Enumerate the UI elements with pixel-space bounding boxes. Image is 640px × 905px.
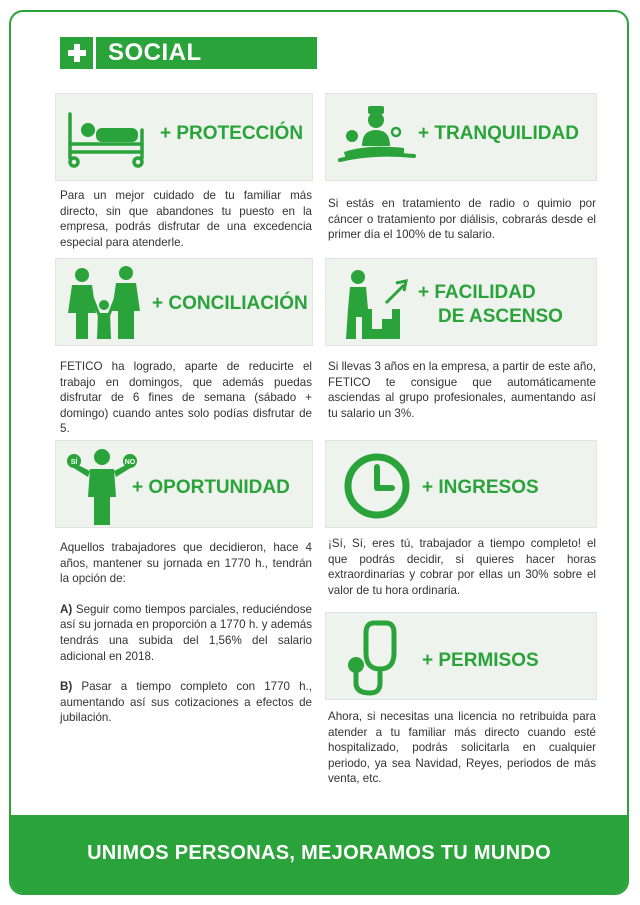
text-permisos: Ahora, si necesitas una licencia no retribuida para atender a tu familiar más directo cuando esté hospitalizado, podrás solicitarla en cualquier periodo, ya sea Navidad, Reyes, periodos de más venta, etc. (328, 710, 596, 786)
card-label: + PROTECCIÓN (160, 123, 304, 144)
card-proteccion (55, 93, 313, 181)
card-conciliacion (55, 258, 313, 346)
option-a-label: A) (60, 602, 73, 616)
badge-yes: SÍ (70, 459, 78, 466)
text-oportunidad (60, 540, 312, 726)
option-a-text: Seguir como tiempos parciales, reduciéndose así su jornada en proporción a 1770 h. y además tendrás una subida del 1,56% del salario adicional en 2018. (60, 602, 313, 663)
card-label: + PERMISOS (422, 650, 539, 671)
option-b-label: B) (60, 680, 73, 694)
card-label: + CONCILIACIÓN (152, 293, 308, 314)
card-label-line1: + FACILIDAD (418, 282, 536, 303)
card-label: + OPORTUNIDAD (132, 477, 290, 498)
card-permisos (325, 612, 597, 700)
text-ingresos: ¡Sí, Sí, eres tú, trabajador a tiempo completo! el que podrás decidir, si quieres hacer horas extraordinarias y cobrar por ellas un 30% sobre el valor de tu hora ordinaria. (328, 537, 596, 597)
family-icon (64, 263, 144, 343)
footer-slogan: UNIMOS PERSONAS, MEJORAMOS TU MUNDO (87, 842, 551, 864)
card-label: + INGRESOS (422, 477, 539, 498)
oportunidad-option-a (60, 602, 312, 664)
option-b-text: Pasar a tiempo completo con 1770 h., aumentando así sus cotizaciones a efectos de jubilación. (60, 680, 312, 725)
section-header (60, 37, 317, 69)
plus-icon (60, 37, 96, 69)
footer-banner (11, 815, 627, 893)
oportunidad-intro: Aquellos trabajadores que decidieron, hace 4 años, mantener su jornada en 1770 h., tendrán la opción de: (60, 541, 312, 586)
badge-no: NO (124, 459, 136, 466)
text-proteccion: Para un mejor cuidado de tu familiar más directo, sin que abandones tu puesto en la empresa, podrás disfrutar de una excedencia especial para atenderle. (60, 189, 312, 249)
card-ingresos (325, 440, 597, 528)
card-tranquilidad (325, 93, 597, 181)
stethoscope-icon (340, 617, 410, 697)
clock-icon (342, 451, 412, 521)
choice-person-icon (64, 443, 140, 527)
card-oportunidad (55, 440, 313, 528)
text-conciliacion: FETICO ha logrado, aparte de reducirte el trabajo en domingos, que además puedas disfrutar de 6 fines de semana (sábado + domingo) cuando antes solo podías disfrutar de 5. (60, 360, 312, 436)
hospital-bed-icon (64, 108, 148, 172)
nurse-patient-icon (338, 102, 418, 172)
oportunidad-option-b (60, 679, 312, 726)
card-label-line2: DE ASCENSO (438, 306, 563, 327)
climbing-stairs-icon (342, 267, 414, 341)
card-ascenso (325, 258, 597, 346)
section-title: SOCIAL (108, 39, 202, 66)
text-ascenso: Si llevas 3 años en la empresa, a partir de este año, FETICO te consigue que automáticamente asciendas al grupo profesionales, aumentando así tu salario un 3%. (328, 360, 596, 420)
text-tranquilidad: Si estás en tratamiento de radio o quimio por cáncer o tratamiento por diálisis, cobrarás desde el primer día el 100% de tu salario. (328, 197, 596, 242)
card-label: + TRANQUILIDAD (418, 123, 579, 144)
